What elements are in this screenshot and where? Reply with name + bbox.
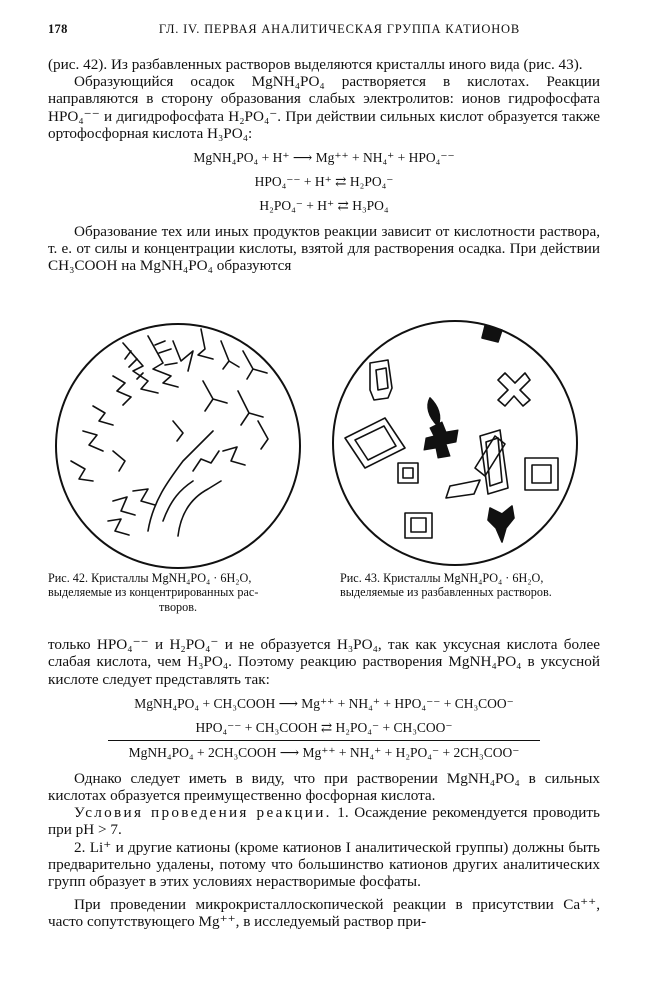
book-page	[48, 22, 600, 931]
paragraph-3: Образование тех или иных продуктов реакции зависит от кислотности раствора, т. е. от силы и концентрации кислоты, взятой для растворения осадка. При действии CH₃COOH на MgNH₄PO₄ образуются	[48, 223, 600, 275]
figure-42-illustration	[53, 321, 303, 571]
figure-42-caption-line-2: выделяемые из концентрированных рас-	[48, 585, 259, 600]
equation-4: MgNH₄PO₄ + CH₃COOH ⟶ Mg⁺⁺ + NH₄⁺ + HPO₄⁻⁻ + CH₃COO⁻	[134, 695, 514, 711]
conditions-heading: Условия проведения реакции.	[74, 804, 332, 822]
paragraph-5: Однако следует иметь в виду, что при растворении MgNH₄PO₄ в сильных кислотах образуется преимущественно фосфорная кислота.	[48, 769, 600, 804]
paragraph-7: 2. Li⁺ и другие катионы (кроме катионов I аналитической группы) должны быть предварительно удалены, потому что большинство катионов других аналитических групп образует в этих условиях нерастворимые фосфаты.	[48, 838, 600, 890]
figures-row	[48, 283, 600, 605]
figure-42-caption-line-1: Рис. 42. Кристаллы MgNH₄PO₄ · 6H₂O,	[48, 570, 252, 585]
equation-block-2	[48, 692, 600, 765]
equation-3: H₂PO₄⁻ + H⁺ ⇄ H₃PO₄	[259, 198, 389, 214]
figure-43-illustration	[330, 318, 580, 568]
equation-1: MgNH₄PO₄ + H⁺ ⟶ Mg⁺⁺ + NH₄⁺ + HPO₄⁻⁻	[193, 150, 455, 166]
paragraph-2: Образующийся осадок MgNH₄PO₄ растворяется в кислотах. Реакции направляются в сторону образования слабых электролитов: ионов гидрофосфата HPO₄⁻⁻ и дигидрофосфата H₂PO₄⁻. При действии сильных кислот образуется также ортофосфорная кислота H₃PO₄:	[48, 73, 600, 142]
equation-2: HPO₄⁻⁻ + H⁺ ⇄ H₂PO₄⁻	[254, 174, 394, 190]
page-header	[48, 22, 600, 44]
equation-block-1	[48, 146, 600, 218]
equation-sum: MgNH₄PO₄ + 2CH₃COOH ⟶ Mg⁺⁺ + NH₄⁺ + H₂PO₄⁻ + 2CH₃COO⁻	[128, 744, 520, 760]
figure-43-caption-line-1: Рис. 43. Кристаллы MgNH₄PO₄ · 6H₂O,	[340, 570, 544, 585]
figure-42-caption-line-3: творов.	[158, 599, 198, 614]
equation-5: HPO₄⁻⁻ + CH₃COOH ⇄ H₂PO₄⁻ + CH₃COO⁻	[195, 719, 453, 735]
running-title: ГЛ. IV. ПЕРВАЯ АНАЛИТИЧЕСКАЯ ГРУППА КАТИОНОВ	[158, 22, 520, 36]
page-number: 178	[48, 22, 68, 36]
paragraph-1: (рис. 42). Из разбавленных растворов выделяются кристаллы иного вида (рис. 43).	[48, 56, 583, 73]
paragraph-4: только HPO₄⁻⁻ и H₂PO₄⁻ и не образуется H₃PO₄, так как уксусная кислота более слабая кислота, чем H₃PO₄. Поэтому реакцию растворения MgNH₄PO₄ в уксусной кислоте следует представлять так:	[48, 636, 600, 688]
conditions-text: 1. Осаждение рекомендуется проводить при pH > 7.	[48, 804, 600, 839]
paragraph-8: При проведении микрокристаллоскопической реакции в присутствии Ca⁺⁺, часто сопутствующего Mg⁺⁺, в исследуемый раствор при-	[48, 896, 600, 931]
figure-43-caption-line-2: выделяемые из разбавленных растворов.	[340, 585, 552, 600]
paragraph-6	[48, 804, 600, 838]
